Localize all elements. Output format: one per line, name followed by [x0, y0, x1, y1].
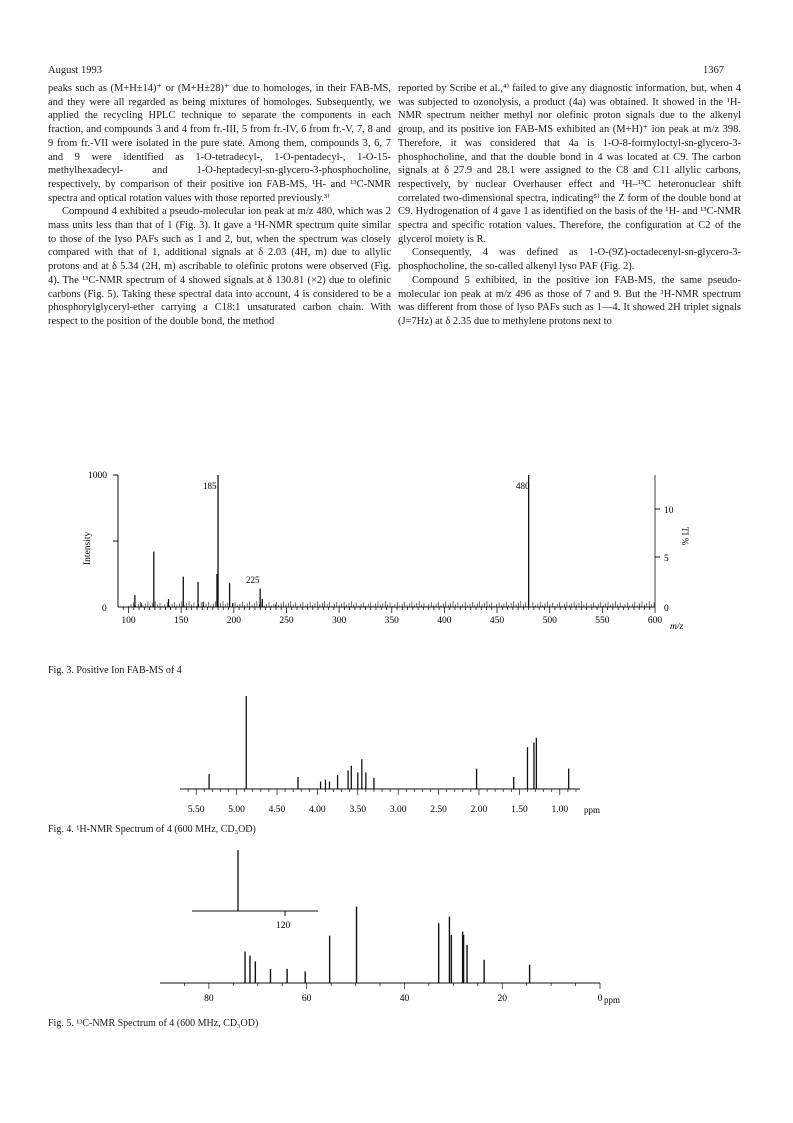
x-tick-label: 100	[121, 616, 136, 626]
paragraph: peaks such as (M+H±14)⁺ or (M+H±28)⁺ due to homologes, in their FAB-MS, and they were all regarded as being mixtures of homologes. Subsequently, we applied the recycling HPLC technique to separate the components in each fraction, and compounds 3 and 4 from fr.-III, 5 from fr.-IV, 6 from fr.-V, 7, 8 and 9 from fr.-VII were isolated in the pure state. Among them, compounds 3, 6, 7 and 9 were identified as 1-O-tetradecyl-, 1-O-pentadecyl-, 1-O-15-methylhexadecyl- and 1-O-heptadecyl-sn-glycero-3-phosphocholine, respectively, by comparison of their positive ion FAB-MS, ¹H- and ¹³C-NMR spectra and optical rotation values with those reported previously.³⁾	[48, 83, 391, 204]
peak-label-480: 480	[516, 481, 530, 491]
y2-tick-label: 0	[664, 604, 669, 614]
x-tick-label: 1.00	[551, 805, 569, 815]
x-tick-label: 60	[301, 994, 312, 1004]
figure-3-mass-spectrum	[0, 465, 793, 655]
running-header-date: August 1993	[48, 65, 102, 76]
y2-tick-label: 10	[664, 506, 674, 516]
figure-4-h-nmr-spectrum	[0, 676, 793, 821]
x-tick-label: 200	[226, 616, 241, 626]
x-axis-unit: m/z	[670, 622, 684, 632]
x-tick-label: 3.50	[349, 805, 367, 815]
x-tick-label: 1.50	[511, 805, 528, 815]
x-tick-label: 600	[647, 616, 663, 626]
figure-4-caption: Fig. 4. ¹H-NMR Spectrum of 4 (600 MHz, CD₃OD)	[48, 824, 256, 835]
x-axis-unit: ppm	[584, 805, 601, 815]
left-column	[48, 82, 391, 329]
y-tick-label: 0	[102, 604, 107, 614]
inset-spectrum	[192, 850, 318, 931]
x-tick-label: 0	[597, 994, 603, 1004]
peak-label-185: 185	[203, 481, 217, 491]
x-tick-label: 4.50	[268, 805, 286, 815]
paragraph: reported by Scribe et al.,⁴⁾ failed to give any diagnostic information, but, when 4 was subjected to ozonolysis, a product (4a) was obtained. It showed in the ¹H-NMR spectrum neither methyl nor olefinic proton signals due to the alkenyl group, and its positive ion FAB-MS exhibited an (M+H)⁺ ion peak at m/z 398. Therefore, it was considered that 4a is 1-O-8-formyloctyl-sn-glycero-3-phosphocholine, and that the double bond in 4 was located at C9. The carbon signals at δ 27.9 and 28.1 were assigned to the C8 and C11 allylic carbons, respectively, by nuclear Overhauser effect and ¹H–¹³C heteronuclear shift correlated two-dimensional spectra, indicating⁵⁾ the Z form of the double bond at C9. Hydrogenation of 4 gave 1 as identified on the basis of the ¹H- and ¹³C-NMR spectra and specific rotation values. Therefore, the configuration at C2 of the glycerol moiety is R.	[398, 83, 741, 245]
x-tick-label: 5.50	[187, 805, 205, 815]
y2-tick-label: 5	[664, 554, 669, 564]
x-tick-label: 3.00	[389, 805, 407, 815]
paragraph: Compound 4 exhibited a pseudo-molecular ion peak at m/z 480, which was 2 mass units less than that of 1 (Fig. 3). It gave a ¹H-NMR spectrum quite similar to those of the lyso PAFs such as 1 and 2, but, when the spectrum was closely compared with that of 1, additional signals at δ 2.03 (4H, m) due to allylic protons and at δ 5.34 (2H, m) ascribable to olefinic protons were observed (Fig. 4). The ¹³C-NMR spectrum of 4 showed signals at δ 130.81 (×2) due to olefinic carbons (Fig. 5). Taking these spectral data into account, 4 is considered to be a phosphorylglyceryl-ether carrying a C18:1 unsaturated carbon chain. With respect to the position of the double bond, the method	[48, 206, 391, 327]
x-tick-label: 5.00	[228, 805, 245, 815]
x-tick-label: 2.00	[470, 805, 488, 815]
paragraph: Compound 5 exhibited, in the positive ion FAB-MS, the same pseudo-molecular ion peak at m/z 496 as those of 7 and 9. But the ¹H-NMR spectrum was different from those of lyso PAFs such as 1—4. It showed 2H triplet signals (J=7Hz) at δ 2.35 due to methylene protons next to	[398, 274, 741, 327]
figure-5-caption: Fig. 5. ¹³C-NMR Spectrum of 4 (600 MHz, CD₃OD)	[48, 1018, 259, 1029]
x-tick-label: 2.50	[430, 805, 447, 815]
inset-tick-label: 120	[276, 921, 291, 931]
x-tick-label: 500	[542, 616, 557, 626]
x-tick-label: 4.00	[309, 805, 326, 815]
page-number: 1367	[703, 65, 724, 76]
y2-axis-label: TI %	[680, 527, 690, 546]
paragraph: Consequently, 4 was defined as 1-O-(9Z)-octadecenyl-sn-glycero-3-phosphocholine, the so-called alkenyl lyso PAF (Fig. 2).	[398, 247, 741, 273]
right-column	[398, 82, 741, 329]
peak-label-225: 225	[246, 575, 260, 585]
x-tick-label: 350	[384, 616, 399, 626]
y-tick-label: 1000	[88, 471, 107, 481]
y-axis-label: Intensity	[83, 531, 93, 565]
x-tick-label: 40	[399, 994, 410, 1004]
x-tick-label: 550	[595, 616, 610, 626]
figure-5-c-nmr-spectrum	[0, 845, 793, 1005]
x-tick-label: 300	[331, 616, 347, 626]
x-tick-label: 400	[437, 616, 452, 626]
x-tick-label: 20	[497, 994, 507, 1004]
figure-3-caption: Fig. 3. Positive Ion FAB-MS of 4	[48, 665, 182, 676]
x-tick-label: 450	[489, 616, 505, 626]
x-tick-label: 150	[174, 616, 189, 626]
x-tick-label: 250	[279, 616, 294, 626]
x-tick-label: 80	[204, 994, 214, 1004]
x-axis-unit: ppm	[604, 995, 621, 1005]
